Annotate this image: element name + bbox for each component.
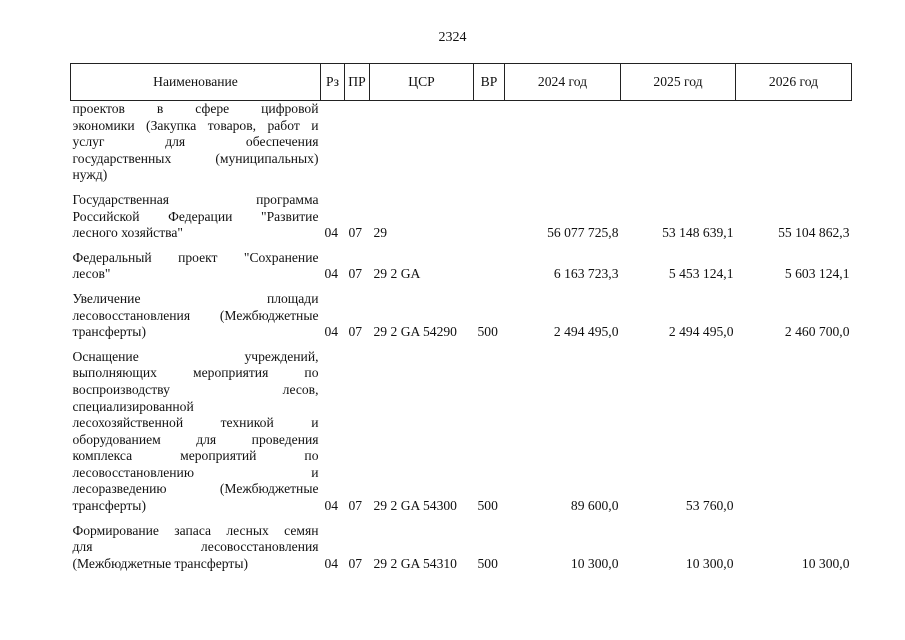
cell-2026: 10 300,0 (801, 555, 850, 571)
table-row (71, 291, 852, 349)
header-2024: 2024 год (505, 64, 621, 101)
cell-vr (474, 192, 505, 250)
cell-csr: 29 (373, 225, 388, 241)
cell-2026 (736, 349, 852, 523)
cell-rz: 04 (324, 555, 339, 571)
cell-2024: 2 494 495,0 (553, 324, 619, 340)
name-line: воспроизводству лесов, (72, 381, 319, 397)
cell-name (71, 349, 321, 523)
cell-csr: 29 2 GA 54290 (373, 324, 457, 340)
name-line: оборудованием для проведения (72, 431, 319, 447)
name-line: лесовосстановления (Межбюджетные (72, 307, 319, 323)
name-line: трансферты) (72, 324, 146, 340)
cell-pr (345, 101, 370, 192)
cell-2026: 55 104 862,3 (778, 225, 850, 241)
cell-2024: 6 163 723,3 (553, 266, 619, 282)
cell-vr: 500 (477, 555, 498, 571)
cell-rz: 04 (324, 498, 339, 514)
name-line: лесного хозяйства" (72, 225, 183, 241)
name-line: специализированной (72, 398, 194, 414)
cell-2024: 56 077 725,8 (547, 225, 619, 241)
cell-csr (370, 101, 474, 192)
name-line: проектов в сфере цифровой (72, 101, 319, 116)
cell-rz: 04 (324, 324, 339, 340)
header-pr: ПР (345, 64, 370, 101)
name-line: лесоразведению (Межбюджетные (72, 481, 319, 497)
name-line: Увеличение площади (72, 290, 319, 306)
name-line: Федеральный проект "Сохранение (72, 249, 319, 265)
cell-name (71, 523, 321, 581)
cell-pr: 07 (348, 266, 363, 282)
name-line: лесов" (72, 266, 111, 282)
table-row (71, 192, 852, 250)
cell-2026: 5 603 124,1 (784, 266, 850, 282)
cell-rz (321, 101, 345, 192)
name-line: Государственная программа (72, 191, 319, 207)
table-header-row (71, 64, 852, 101)
table-row (71, 349, 852, 523)
name-line: комплекса мероприятий по (72, 448, 319, 464)
header-2025: 2025 год (621, 64, 736, 101)
header-2026: 2026 год (736, 64, 852, 101)
table-row (71, 101, 852, 192)
name-line: услуг для обеспечения (72, 134, 319, 150)
cell-rz: 04 (324, 225, 339, 241)
cell-csr: 29 2 GA 54310 (373, 555, 457, 571)
cell-name (71, 250, 321, 291)
cell-2025: 10 300,0 (685, 555, 734, 571)
cell-2024: 10 300,0 (570, 555, 619, 571)
header-vr: ВР (474, 64, 505, 101)
header-csr: ЦСР (370, 64, 474, 101)
cell-pr: 07 (348, 324, 363, 340)
table-row (71, 523, 852, 581)
name-line: выполняющих мероприятия по (72, 365, 319, 381)
cell-2025: 53 148 639,1 (662, 225, 734, 241)
name-line: (Межбюджетные трансферты) (72, 555, 248, 571)
name-line: Российской Федерации "Развитие (72, 208, 319, 224)
cell-2025: 5 453 124,1 (668, 266, 734, 282)
table-body (71, 101, 852, 581)
cell-rz: 04 (324, 266, 339, 282)
cell-vr: 500 (477, 324, 498, 340)
name-line: государственных (муниципальных) (72, 150, 319, 166)
cell-vr (474, 101, 505, 192)
budget-table (70, 63, 852, 580)
cell-2026: 2 460 700,0 (784, 324, 850, 340)
cell-2024 (505, 101, 621, 192)
header-name: Наименование (71, 64, 321, 101)
cell-2024: 89 600,0 (570, 498, 619, 514)
cell-csr: 29 2 GA (373, 266, 421, 282)
page-number: 2324 (438, 30, 467, 45)
cell-2025: 2 494 495,0 (668, 324, 734, 340)
name-line: для лесовосстановления (72, 539, 319, 555)
cell-2026 (736, 101, 852, 192)
cell-name (71, 291, 321, 349)
name-line: Формирование запаса лесных семян (72, 522, 319, 538)
name-line: Оснащение учреждений, (72, 348, 319, 364)
cell-pr: 07 (348, 225, 363, 241)
name-line: лесохозяйственной техникой и (72, 415, 319, 431)
name-line: нужд) (72, 167, 108, 183)
cell-name (71, 192, 321, 250)
cell-vr: 500 (477, 498, 498, 514)
name-line: трансферты) (72, 498, 146, 514)
cell-2025: 53 760,0 (685, 498, 734, 514)
cell-2025 (621, 101, 736, 192)
cell-name (71, 101, 321, 192)
name-line: лесовосстановлению и (72, 464, 319, 480)
cell-vr (474, 250, 505, 291)
cell-pr: 07 (348, 498, 363, 514)
name-line: экономики (Закупка товаров, работ и (72, 117, 319, 133)
header-rz: Рз (321, 64, 345, 101)
cell-csr: 29 2 GA 54300 (373, 498, 457, 514)
table-row (71, 250, 852, 291)
cell-pr: 07 (348, 555, 363, 571)
